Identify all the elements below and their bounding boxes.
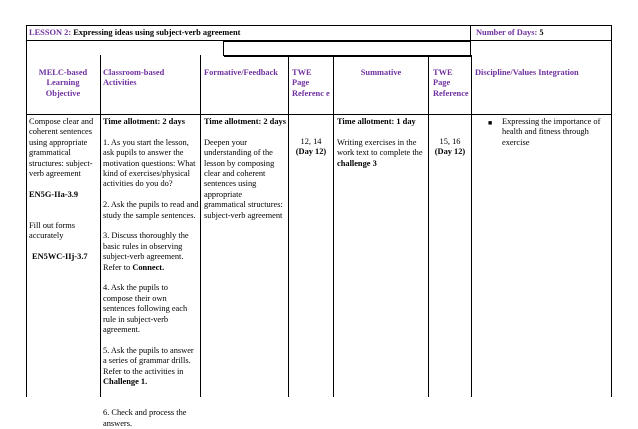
classroom-column	[103, 117, 199, 429]
summative-text	[337, 138, 427, 169]
lesson-label: LESSON 2:	[29, 28, 72, 37]
header-twe-page-1: TWE Page Referenc e	[292, 68, 330, 98]
classroom-step-5	[103, 346, 199, 388]
header-twe-page-2: TWE Page Reference	[433, 68, 469, 98]
discipline-bullet-item	[488, 117, 606, 148]
classroom-step-5-ref: Challenge 1.	[103, 377, 148, 387]
melc-code-2: EN5WC-IIj-3.7	[32, 252, 88, 262]
melc-objective-2: Fill out forms accurately	[29, 221, 76, 241]
summative-column	[337, 117, 427, 169]
twe-column-1	[289, 137, 333, 158]
classroom-step-3-text: 3. Discuss thoroughly the basic rules in observing subject-verb agreement. Refer to	[103, 231, 189, 272]
classroom-step-5-text: 5. Ask the pupils to answer a series of grammar drills. Refer to the activities in	[103, 345, 194, 376]
lesson-title	[29, 28, 459, 38]
header-melc: MELC-based Learning Objective	[38, 68, 88, 98]
twe-column-2	[429, 137, 471, 158]
formative-text: Deepen your understanding of the lesson by composing clear and coherent sentences using appropriate grammatical structures: subject-verb agreement	[204, 137, 283, 220]
summative-text-ref: challenge 3	[337, 158, 377, 168]
classroom-step-4: 4. Ask the pupils to compose their own sentences following each rule in subject-verb agreement.	[103, 283, 188, 335]
twe-2-pages: 15, 16	[439, 137, 461, 146]
lesson-title-text: Expressing ideas using subject-verb agreement	[71, 28, 241, 37]
blank-box	[223, 41, 471, 56]
header-summative: Summative	[360, 68, 402, 77]
number-of-days	[476, 28, 596, 38]
square-bullet-icon: ■	[488, 119, 493, 127]
classroom-step-1: 1. As you start the lesson, ask pupils to answer the motivation questions: What kind of exercises/physical activities do you do?	[103, 137, 196, 189]
header-formative: Formative/Feedback	[204, 68, 278, 77]
classroom-step-3-ref: Connect.	[132, 262, 165, 272]
formative-time: Time allotment: 2 days	[204, 117, 286, 126]
classroom-step-6: 6. Check and process the answers.	[103, 408, 187, 428]
days-label: Number of Days:	[476, 28, 538, 37]
days-value: 5	[537, 28, 544, 37]
summative-time: Time allotment: 1 day	[337, 117, 416, 126]
melc-code-1: EN5G-IIa-3.9	[29, 189, 79, 199]
header-discipline: Discipline/Values Integration	[475, 68, 579, 77]
summative-text-body: Writing exercises in the work text to complete the	[337, 137, 423, 158]
melc-column	[29, 117, 99, 263]
classroom-step-2: 2. Ask the pupils to read and study the sample sentences.	[103, 200, 199, 220]
discipline-text: Expressing the importance of health and fitness through exercise	[502, 117, 601, 147]
melc-objective: Compose clear and coherent sentences using appropriate grammatical structures: subject-verb agreement	[29, 117, 94, 179]
header-classroom: Classroom-based Activities	[103, 68, 165, 88]
twe-2-day: (Day 12)	[434, 147, 466, 157]
formative-column	[204, 117, 286, 221]
twe-1-day: (Day 12)	[295, 147, 327, 157]
classroom-time: Time allotment: 2 days	[103, 117, 185, 126]
classroom-step-3	[103, 231, 199, 273]
twe-1-pages: 12, 14	[300, 137, 322, 146]
